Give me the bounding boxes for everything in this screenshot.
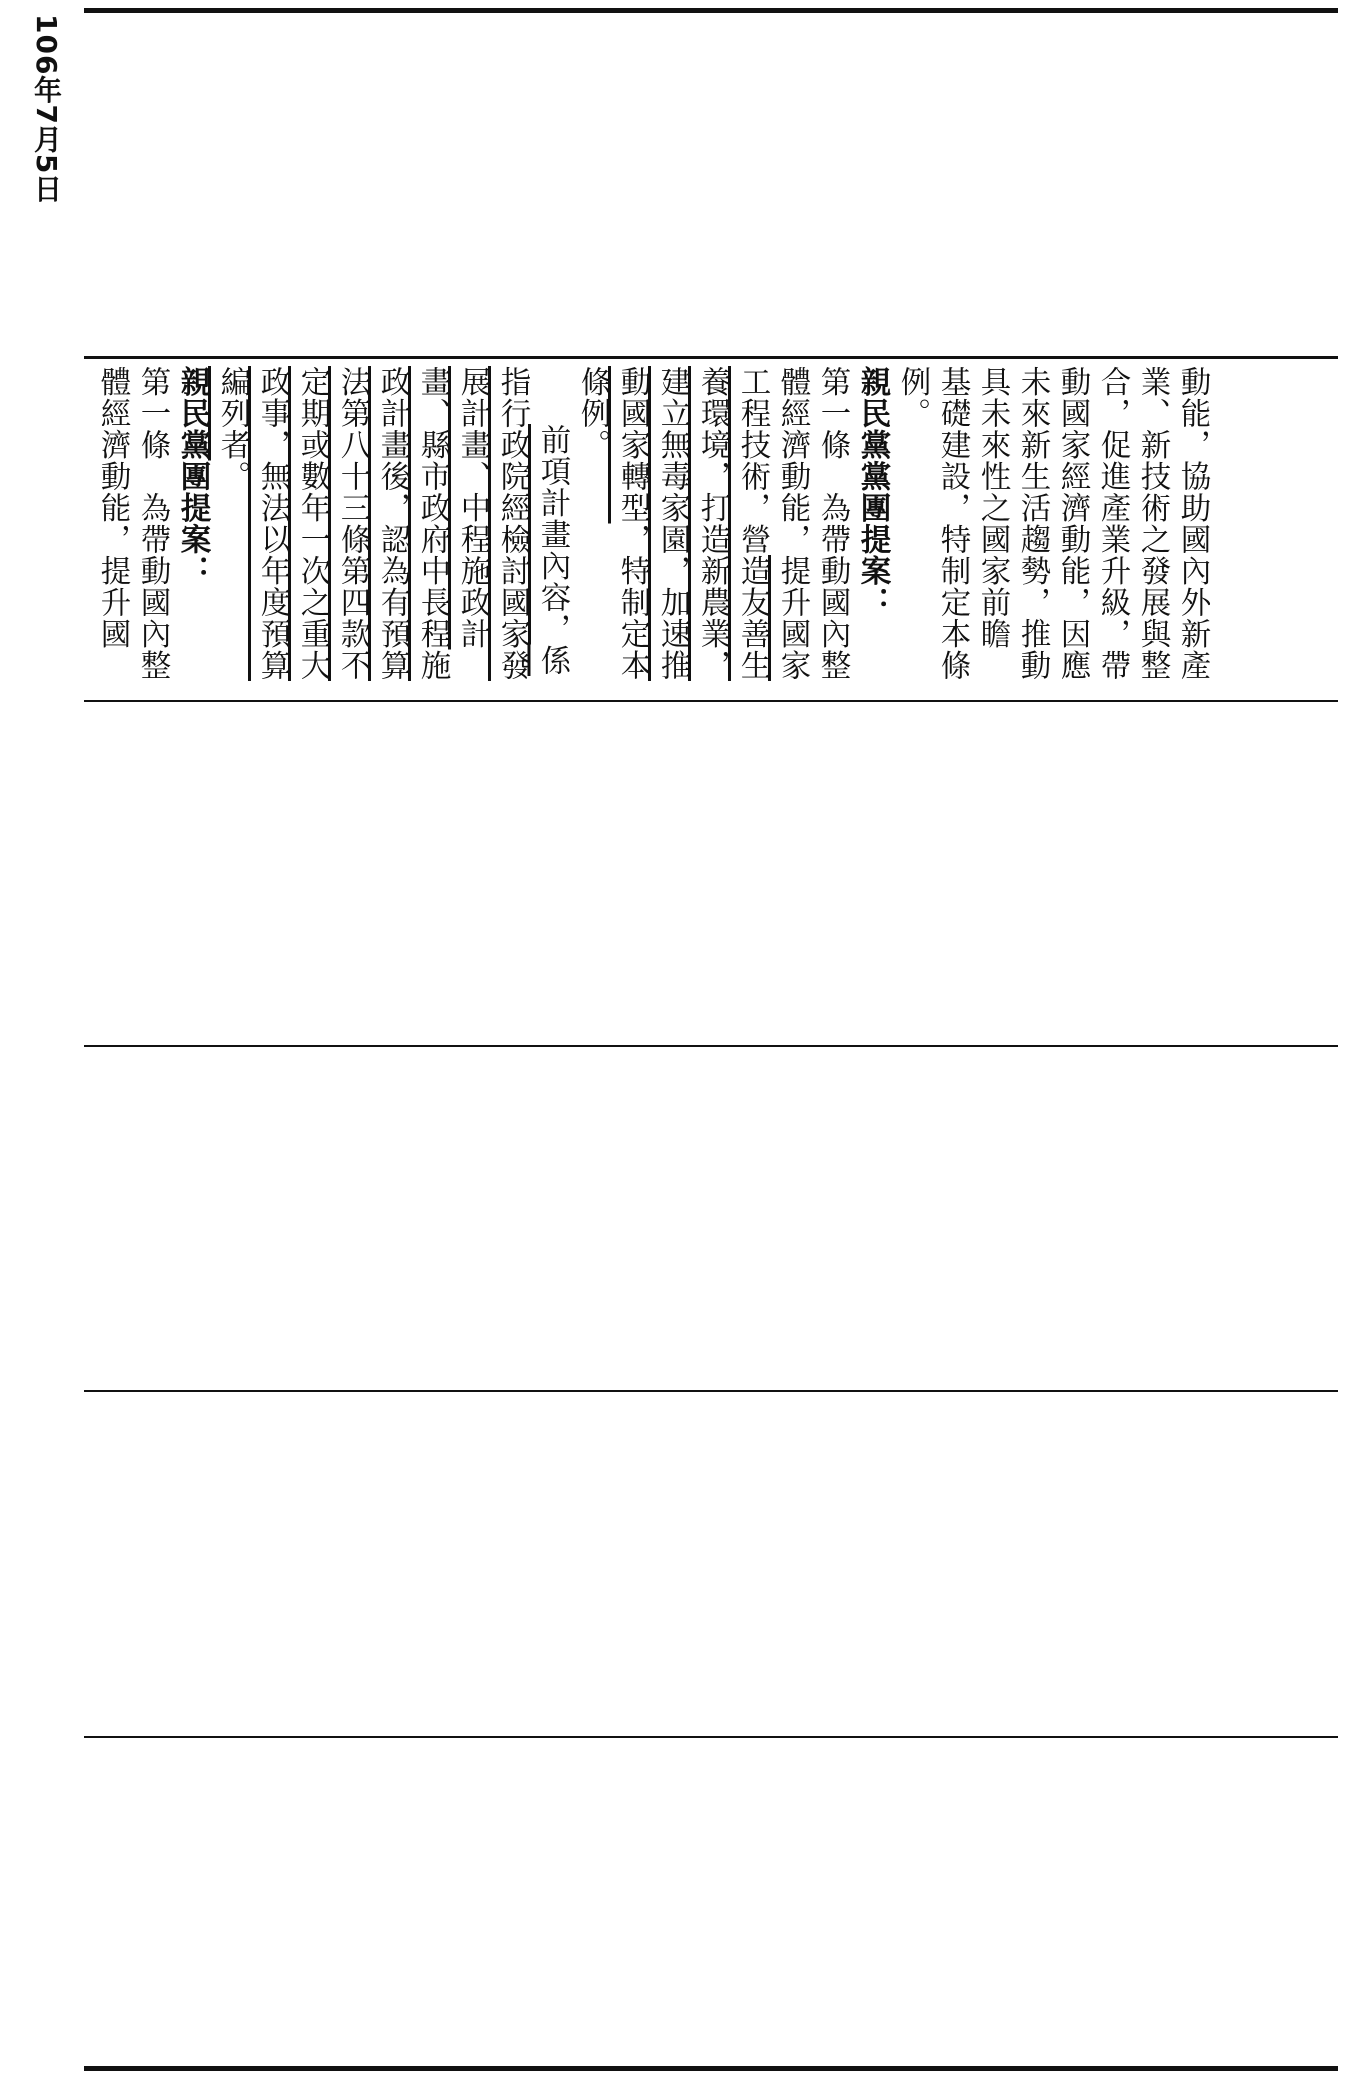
row-divider [84,700,1338,702]
text-line: 例。 [895,366,930,429]
text-line: 業、新技術之發展與整 [1135,366,1170,681]
row-divider [84,1390,1338,1392]
text-line: 第一條 為帶動國內整 [135,366,170,681]
text-line: 基礎建設，特制定本條 [935,366,970,681]
row-divider [84,356,1338,359]
amended-text: 提升國家工程技術，營造友善生養環境，打造新農業，建立無毒家園，加速推動國家轉型 [615,366,810,681]
text-segment: ，特制定本條例。 [575,366,650,681]
top-rule [84,8,1338,13]
text-line: 動國家經濟動能，因應 [1055,366,1090,681]
article-one-text [572,366,852,696]
amended-text: 係指行政院經檢討國家發展計畫、中程施政計畫、縣市政府中長程施政計畫後，認為有預算法第八十三條第四款不定期或數年一次之重大政事，無法以年度預算編列者 [215,366,570,681]
bottom-rule [84,2066,1338,2071]
text-segment: 。 [215,460,250,492]
row-divider [84,1045,1338,1047]
article-label: 第一條 為帶動國內整 [815,366,850,681]
bill-text [92,366,1212,696]
text-line: 合，促進產業升級，帶 [1095,366,1130,681]
caucus-heading: 親民黨團提案： [175,366,210,587]
text-line: 動能，協助國內外新產 [1175,366,1210,681]
amended-text: 前項計畫內容， [535,423,570,645]
bill-text-column [92,366,1332,696]
text-segment: 體經濟動能， [775,366,810,555]
paragraph-two [212,366,572,696]
page-date: 106年7月5日 [30,14,63,204]
caucus-heading: 親民黨黨團提案： [855,366,890,618]
row-divider [84,1736,1338,1738]
text-line: 未來新生活趨勢，推動 [1015,366,1050,681]
text-line: 具未來性之國家前瞻 [975,366,1010,650]
text-line: 體經濟動能，提升國 [95,366,130,650]
